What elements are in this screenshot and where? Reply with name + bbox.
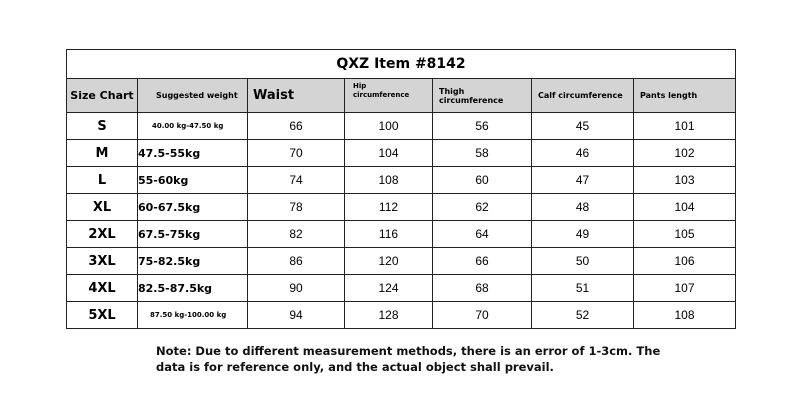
header-thigh: Thigh circumference: [433, 79, 532, 113]
cell-length: 107: [634, 275, 736, 302]
cell-weight: 87.50 kg-100.00 kg: [138, 302, 248, 329]
cell-hip: 100: [345, 113, 433, 140]
cell-weight: 40.00 kg-47.50 kg: [138, 113, 248, 140]
cell-weight: 47.5-55kg: [138, 140, 248, 167]
table-row: [67, 248, 736, 275]
table-title: QXZ Item #8142: [67, 50, 736, 79]
table-row: [67, 113, 736, 140]
header-hip-line1: Hip: [353, 82, 367, 90]
table-row: [67, 221, 736, 248]
cell-calf: 48: [532, 194, 634, 221]
cell-length: 106: [634, 248, 736, 275]
cell-length: 103: [634, 167, 736, 194]
cell-size: 4XL: [67, 275, 138, 302]
cell-size: S: [67, 113, 138, 140]
cell-calf: 45: [532, 113, 634, 140]
cell-thigh: 64: [433, 221, 532, 248]
table-row: [67, 194, 736, 221]
cell-hip: 116: [345, 221, 433, 248]
cell-weight: 67.5-75kg: [138, 221, 248, 248]
cell-waist: 82: [248, 221, 345, 248]
cell-length: 108: [634, 302, 736, 329]
note-line-2: data is for reference only, and the actual object shall prevail.: [156, 360, 554, 374]
cell-hip: 104: [345, 140, 433, 167]
cell-size: 3XL: [67, 248, 138, 275]
cell-thigh: 66: [433, 248, 532, 275]
cell-calf: 51: [532, 275, 634, 302]
header-size: Size Chart: [67, 79, 138, 113]
table-row: [67, 140, 736, 167]
note-text: [156, 343, 716, 375]
title-row: [67, 50, 736, 79]
header-weight: Suggested weight: [138, 79, 248, 113]
size-table: [66, 49, 736, 329]
table-row: [67, 167, 736, 194]
cell-waist: 78: [248, 194, 345, 221]
cell-weight: 75-82.5kg: [138, 248, 248, 275]
cell-waist: 86: [248, 248, 345, 275]
cell-waist: 70: [248, 140, 345, 167]
cell-length: 101: [634, 113, 736, 140]
cell-size: L: [67, 167, 138, 194]
cell-thigh: 68: [433, 275, 532, 302]
cell-hip: 120: [345, 248, 433, 275]
cell-hip: 112: [345, 194, 433, 221]
cell-weight: 60-67.5kg: [138, 194, 248, 221]
cell-waist: 74: [248, 167, 345, 194]
cell-length: 104: [634, 194, 736, 221]
header-length: Pants length: [634, 79, 736, 113]
cell-size: 5XL: [67, 302, 138, 329]
header-waist: Waist: [248, 79, 345, 113]
cell-calf: 46: [532, 140, 634, 167]
cell-length: 102: [634, 140, 736, 167]
cell-waist: 90: [248, 275, 345, 302]
cell-hip: 108: [345, 167, 433, 194]
cell-thigh: 58: [433, 140, 532, 167]
cell-hip: 128: [345, 302, 433, 329]
header-row: [67, 79, 736, 113]
header-hip: [345, 79, 433, 113]
table-row: [67, 302, 736, 329]
cell-thigh: 60: [433, 167, 532, 194]
cell-length: 105: [634, 221, 736, 248]
cell-thigh: 70: [433, 302, 532, 329]
cell-size: M: [67, 140, 138, 167]
cell-calf: 49: [532, 221, 634, 248]
cell-weight: 82.5-87.5kg: [138, 275, 248, 302]
cell-calf: 52: [532, 302, 634, 329]
table-row: [67, 275, 736, 302]
cell-waist: 66: [248, 113, 345, 140]
note-line-1: Note: Due to different measurement methods, there is an error of 1-3cm. The: [156, 344, 661, 358]
cell-waist: 94: [248, 302, 345, 329]
cell-size: XL: [67, 194, 138, 221]
header-hip-line2: circumference: [353, 91, 410, 99]
header-calf: Calf circumference: [532, 79, 634, 113]
cell-hip: 124: [345, 275, 433, 302]
cell-thigh: 62: [433, 194, 532, 221]
cell-thigh: 56: [433, 113, 532, 140]
cell-calf: 47: [532, 167, 634, 194]
cell-weight: 55-60kg: [138, 167, 248, 194]
cell-calf: 50: [532, 248, 634, 275]
cell-size: 2XL: [67, 221, 138, 248]
